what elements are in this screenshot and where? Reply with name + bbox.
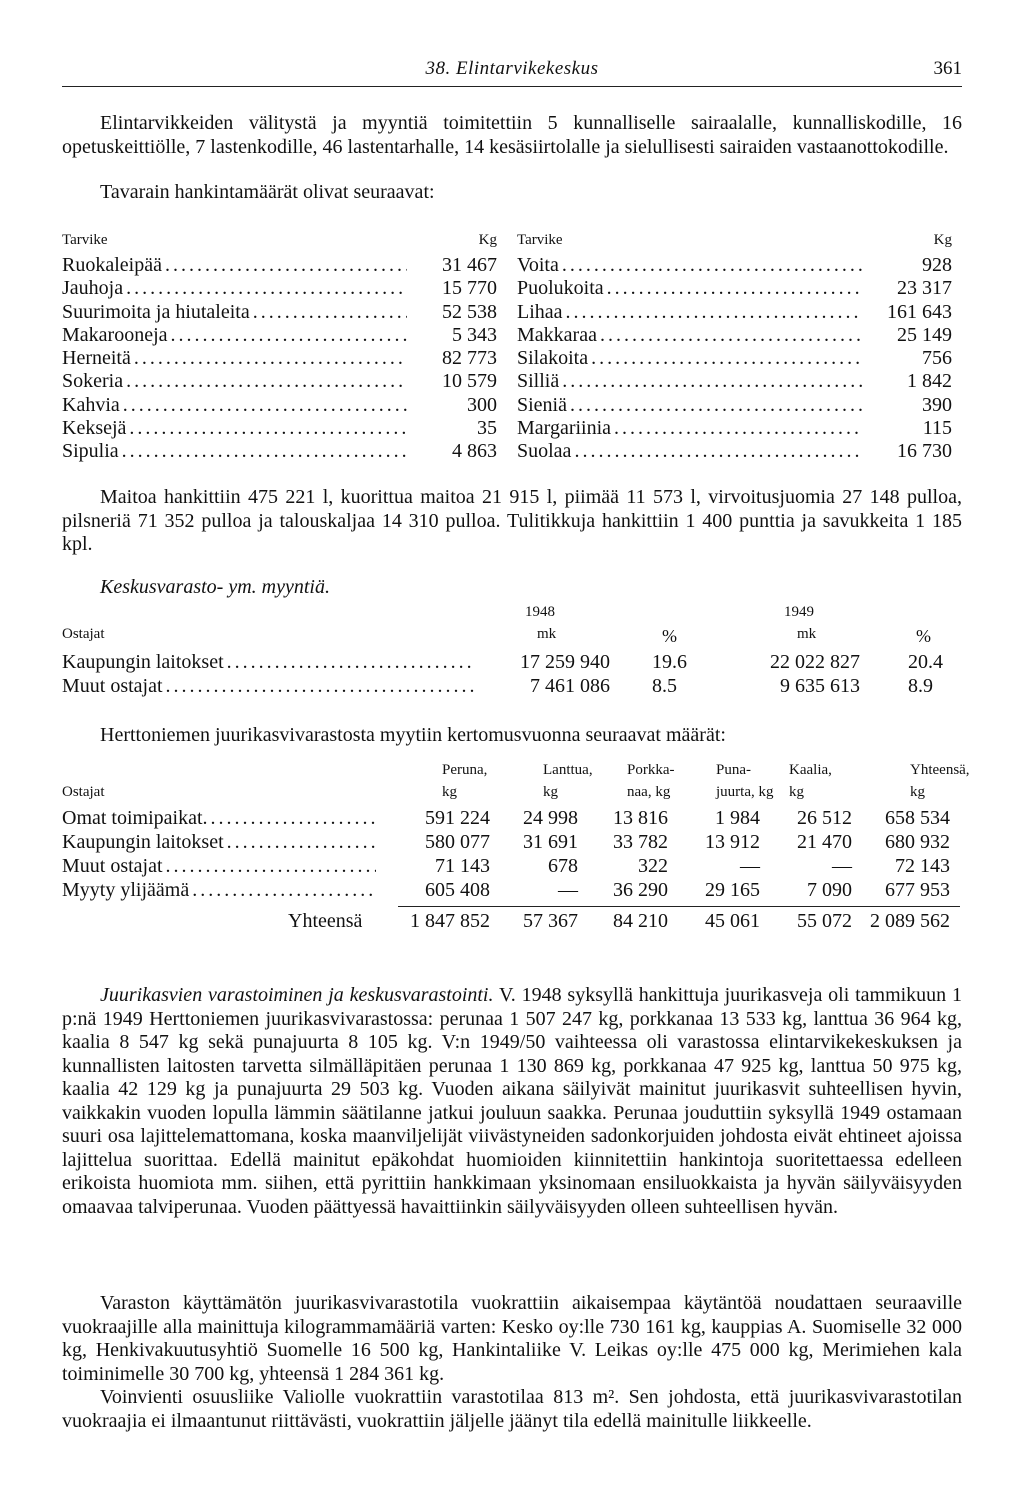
- supplies-header: [62, 232, 497, 254]
- keskus-label: Kaupungin laitokset: [62, 651, 224, 673]
- pct-1949: 8.9: [908, 675, 933, 697]
- roots-value: 36 290: [613, 879, 668, 901]
- roots-row: [62, 878, 962, 902]
- dot-leader: [570, 394, 862, 417]
- roots-label: Myyty ylijäämä: [62, 879, 190, 901]
- dot-leader: [129, 417, 407, 440]
- roots-col-unit: juurta, kg: [716, 784, 774, 800]
- pct-1948: 19.6: [652, 651, 687, 673]
- supply-kg: 82 773: [442, 347, 497, 370]
- pct-1948-head: %: [662, 626, 677, 646]
- roots-total-label: Yhteensä: [288, 910, 363, 932]
- roots-col-unit: kg: [543, 784, 558, 800]
- supplies-intro: Tavarain hankintamäärät olivat seuraavat:: [100, 181, 435, 203]
- pct-1948: 8.5: [652, 675, 677, 697]
- dot-leader: [607, 277, 862, 300]
- roots-col-head: Lanttua,: [543, 762, 593, 778]
- supplies-right-column: [517, 232, 952, 464]
- supply-row: [62, 254, 497, 277]
- roots-header-line2: [62, 784, 962, 806]
- supply-kg: 161 643: [887, 300, 952, 323]
- supply-item-leader: [62, 324, 407, 347]
- roots-value: 605 408: [425, 879, 490, 901]
- supply-item: Makkaraa: [517, 323, 597, 346]
- supply-kg: 756: [922, 347, 952, 370]
- keskus-years: [62, 604, 962, 626]
- roots-row: [62, 830, 962, 854]
- roots-value: 26 512: [797, 807, 852, 829]
- supply-item-leader: [517, 254, 862, 277]
- roots-value: 677 953: [885, 879, 950, 901]
- supply-kg: 16 730: [897, 440, 952, 463]
- supply-kg: 4 863: [452, 440, 497, 463]
- roots-total-value: 84 210: [613, 910, 668, 932]
- supply-item-leader: [517, 394, 862, 417]
- supply-kg: 5 343: [452, 323, 497, 346]
- roots-value: 13 816: [613, 807, 668, 829]
- supplies-header: [517, 232, 952, 254]
- supply-kg: 31 467: [442, 254, 497, 276]
- keskus-label: Muut ostajat: [62, 675, 163, 697]
- roots-col-unit: kg: [910, 784, 925, 800]
- supplies-right-rows: [517, 254, 952, 464]
- supply-kg: 928: [922, 254, 952, 276]
- dot-leader: [126, 370, 407, 393]
- dot-leader: [614, 417, 862, 440]
- dot-leader: [227, 830, 376, 854]
- supply-kg: 15 770: [442, 277, 497, 300]
- supply-row: [517, 394, 952, 417]
- pct-1949-head: %: [916, 626, 931, 646]
- roots-intro: Herttoniemen juurikasvivarastosta myytiin kertomusvuonna seuraavat määrät:: [100, 724, 726, 746]
- supply-row: [62, 394, 497, 417]
- rental-paragraph: Varaston käyttämätön juurikasvivarastotila vuokrattiin aikaisempaa käytäntöä noudattaen seuraaville vuokraajille alla mainittuja kilogrammamääriä varten: Kesko oy:lle 730 161 kg, kauppias A. Suomiselle 32 000 kg, Henkivakuutusyhtiö Suomelle 16 500 kg, Hankintaliike V. Leikas oy:lle 475 000 kg, Merimiehen kala toiminimelle 30 700 kg, yhteensä 1 284 361 kg.: [62, 1292, 962, 1385]
- roots-value: —: [832, 855, 852, 877]
- roots-col-unit: kg: [789, 784, 804, 800]
- supply-item-leader: [517, 277, 862, 300]
- supply-item-leader: [62, 394, 407, 417]
- supply-kg: 35: [477, 417, 497, 440]
- supply-item: Jauhoja: [62, 277, 124, 300]
- supply-kg: 390: [922, 393, 952, 416]
- dot-leader: [166, 854, 376, 878]
- roots-total-value: 45 061: [705, 910, 760, 932]
- dot-leader: [134, 347, 407, 370]
- year-1949: 1949: [784, 604, 814, 620]
- roots-label: Omat toimipaikat.: [62, 807, 208, 829]
- supply-kg: 23 317: [897, 277, 952, 300]
- dot-leader: [165, 254, 407, 277]
- roots-value: 72 143: [895, 855, 950, 877]
- roots-rows: [62, 806, 962, 902]
- supply-item-leader: [62, 440, 407, 463]
- supply-item: Suolaa: [517, 440, 572, 463]
- dot-leader: [123, 394, 407, 417]
- roots-value: 678: [548, 855, 578, 877]
- supply-kg: 115: [922, 417, 952, 440]
- keskus-subheader: [62, 626, 962, 650]
- roots-value: 33 782: [613, 831, 668, 853]
- storage-text: V. 1948 syksyllä hankittuja juurikasveja oli tammikuun 1 p:nä 1949 Herttoniemen juurikasvivarastossa: perunaa 1 507 247 kg, porkkanaa 13 533 kg, lanttua 36 964 kg, kaalia 8 547 kg sekä punajuurta 8 105 kg. V:n 1949/50 vaihteessa oli varastossa elintarvikekeskuksen ja kunnallisten laitosten tarvetta silmälläpitäen perunaa 1 130 869 kg, porkkanaa 47 925 kg, lanttua 50 975 kg, kaalia 42 129 kg ja punajuurta 29 503 kg. Vuoden aikana säilyivät mainitut juurikasvit suhteellisen hyvin, vaikkakin vuoden lopulla lämmin säätilanne jatkui jouluun saakka. Perunaa jouduttiin syksyllä 1949 ostamaan suuri osa lajittelemattomana, koska maanviljelijät viivästyneiden sadonkorjuiden johdosta eivät ehtineet ajoissa lajittelua suorittaa. Edellä mainitut epäkohdat huomioiden kiinnitettiin hankintoja suoritettaessa edelleen erikoista huomiota mm. siihen, että pyrittiin hankkimaan yksinomaan ensiluokkaista ja hyvän säilyväisyyden omaavaa talviperunaa. Vuoden päättyessä havaittiinkin säilyväisyyden olleen suhteellisen hyvän.: [62, 984, 962, 1218]
- keskus-row: [62, 650, 962, 674]
- col-head-kg: Kg: [933, 232, 952, 248]
- supply-item: Sokeria: [62, 370, 124, 393]
- roots-col-head: Yhteensä,: [910, 762, 970, 778]
- roots-value: 580 077: [425, 831, 490, 853]
- col-head-item: Tarvike: [62, 232, 108, 248]
- supply-row: [62, 347, 497, 370]
- roots-value: 680 932: [885, 831, 950, 853]
- roots-total-value: 55 072: [797, 910, 852, 932]
- roots-col-unit: kg: [442, 784, 457, 800]
- roots-table: [62, 762, 970, 936]
- supply-item-leader: [517, 417, 862, 440]
- supply-item-leader: [517, 301, 862, 324]
- roots-total-value: 2 089 562: [870, 910, 950, 932]
- dot-leader: [166, 674, 474, 698]
- roots-value: 71 143: [435, 855, 490, 877]
- supply-row: [62, 440, 497, 463]
- roots-label-leader: [62, 830, 376, 854]
- supply-item: Makarooneja: [62, 323, 168, 346]
- supply-row: [517, 347, 952, 370]
- mk-1948: 7 461 086: [530, 675, 610, 697]
- supply-kg: 52 538: [442, 300, 497, 323]
- supplies-left-rows: [62, 254, 497, 464]
- supply-kg: 300: [467, 393, 497, 416]
- supply-item: Silakoita: [517, 347, 589, 370]
- supply-row: [62, 370, 497, 393]
- keskus-label-leader: [62, 650, 474, 674]
- supply-item: Suurimoita ja hiutaleita: [62, 300, 250, 323]
- col-head-item: Tarvike: [517, 232, 563, 248]
- supply-item: Silliä: [517, 370, 560, 393]
- roots-value: 24 998: [523, 807, 578, 829]
- supply-item-leader: [517, 440, 862, 463]
- supply-item: Sipulia: [62, 440, 119, 463]
- storage-heading: Juurikasvien varastoiminen ja keskusvarastointi.: [100, 984, 494, 1006]
- supply-item: Ruokaleipää: [62, 254, 162, 276]
- supply-item: Margariinia: [517, 417, 612, 440]
- keskus-table: [62, 604, 962, 698]
- dot-leader: [562, 370, 862, 393]
- supply-item: Lihaa: [517, 300, 563, 323]
- roots-total-value: 1 847 852: [410, 910, 490, 932]
- roots-value: 322: [638, 855, 668, 877]
- supply-item: Voita: [517, 254, 559, 276]
- dot-leader: [591, 347, 862, 370]
- roots-value: 21 470: [797, 831, 852, 853]
- supplies-left-column: [62, 232, 497, 464]
- dot-leader: [574, 440, 862, 463]
- roots-row: [62, 806, 962, 830]
- roots-value: 591 224: [425, 807, 490, 829]
- storage-paragraph: [62, 984, 962, 1219]
- page-number: 361: [933, 58, 962, 79]
- roots-col-head: Puna-: [716, 762, 751, 778]
- roots-buyers-head: Ostajat: [62, 784, 105, 800]
- chapter-title: 38. Elintarvikekeskus: [425, 58, 599, 79]
- buyers-head: Ostajat: [62, 626, 105, 642]
- dot-leader: [253, 301, 407, 324]
- mk-1949: 22 022 827: [770, 651, 860, 673]
- roots-value: 658 534: [885, 807, 950, 829]
- roots-total-value: 57 367: [523, 910, 578, 932]
- supply-row: [517, 324, 952, 347]
- roots-header-line1: [62, 762, 970, 784]
- roots-value: 1 984: [715, 807, 760, 829]
- supply-row: [517, 301, 952, 324]
- milk-paragraph: Maitoa hankittiin 475 221 l, kuorittua maitoa 21 915 l, piimää 11 573 l, virvoitusjuomia 27 148 pulloa, pilsneriä 71 352 pulloa ja talouskaljaa 14 310 pulloa. Tulitikkuja hankittiin 1 400 punttia ja savukkeita 1 185 kpl.: [62, 486, 962, 555]
- dot-leader: [566, 301, 862, 324]
- keskus-rows: [62, 650, 962, 698]
- mk-1948-head: mk: [537, 626, 557, 642]
- supply-row: [62, 277, 497, 300]
- supply-item: Sieniä: [517, 393, 567, 416]
- roots-total-row: [62, 906, 962, 936]
- supply-item-leader: [62, 277, 407, 300]
- mk-1949-head: mk: [797, 626, 817, 642]
- supply-item: Puolukoita: [517, 277, 604, 300]
- dot-leader: [171, 324, 407, 347]
- supply-item-leader: [517, 324, 862, 347]
- roots-col-head: Kaalia,: [789, 762, 832, 778]
- supply-row: [517, 277, 952, 300]
- dot-leader: [122, 440, 407, 463]
- roots-value: 13 912: [705, 831, 760, 853]
- supply-item-leader: [517, 370, 862, 393]
- year-1948: 1948: [525, 604, 555, 620]
- supply-item-leader: [62, 347, 407, 370]
- dot-leader: [211, 806, 376, 830]
- supply-item-leader: [517, 347, 862, 370]
- supply-item-leader: [62, 417, 407, 440]
- supply-row: [62, 324, 497, 347]
- roots-label-leader: [62, 878, 376, 902]
- dot-leader: [562, 254, 862, 277]
- supply-kg: 25 149: [897, 323, 952, 346]
- running-header: [62, 56, 962, 87]
- supply-item-leader: [62, 301, 407, 324]
- supply-item: Kahvia: [62, 393, 120, 416]
- mk-1949: 9 635 613: [780, 675, 860, 697]
- dot-leader: [227, 650, 474, 674]
- roots-row: [62, 854, 962, 878]
- roots-value: 29 165: [705, 879, 760, 901]
- supply-row: [62, 417, 497, 440]
- roots-value: —: [558, 879, 578, 901]
- dot-leader: [126, 277, 407, 300]
- roots-col-head: Porkka-: [627, 762, 675, 778]
- supply-row: [517, 440, 952, 463]
- supply-item-leader: [62, 370, 407, 393]
- roots-label: Kaupungin laitokset: [62, 831, 224, 853]
- intro-paragraph: Elintarvikkeiden välitystä ja myyntiä toimitettiin 5 kunnalliselle sairaalalle, kunnalliskodille, 16 opetuskeittiölle, 7 lastenkodille, 46 lastentarhalle, 14 kesäsiirtolalle ja sielullisesti sairaiden vastaanottokodille.: [62, 112, 962, 158]
- roots-col-unit: naa, kg: [627, 784, 671, 800]
- roots-col-head: Peruna,: [442, 762, 488, 778]
- supply-item-leader: [62, 254, 407, 277]
- keskus-row: [62, 674, 962, 698]
- keskus-heading: Keskusvarasto- ym. myyntiä.: [100, 576, 330, 598]
- pct-1949: 20.4: [908, 651, 943, 673]
- roots-value: 7 090: [807, 879, 852, 901]
- supply-kg: 10 579: [442, 370, 497, 393]
- roots-label: Muut ostajat: [62, 855, 163, 877]
- roots-label-leader: [62, 806, 376, 830]
- dot-leader: [192, 878, 376, 902]
- supply-row: [517, 370, 952, 393]
- roots-value: —: [740, 855, 760, 877]
- supply-row: [62, 301, 497, 324]
- keskus-label-leader: [62, 674, 474, 698]
- supply-row: [517, 417, 952, 440]
- roots-label-leader: [62, 854, 376, 878]
- supply-row: [517, 254, 952, 277]
- supply-kg: 1 842: [907, 370, 952, 393]
- supply-item: Keksejä: [62, 417, 127, 440]
- valio-paragraph: Voinvienti osuusliike Valiolle vuokrattiin varastotilaa 813 m². Sen johdosta, että juurikasvivarastotilan vuokraajia ei ilmaantunut riittävästi, vuokrattiin jäljelle jäänyt tila edellä mainitulle liikkeelle.: [62, 1386, 962, 1432]
- supply-item: Herneitä: [62, 347, 131, 370]
- dot-leader: [600, 324, 862, 347]
- mk-1948: 17 259 940: [520, 651, 610, 673]
- roots-value: 31 691: [523, 831, 578, 853]
- col-head-kg: Kg: [478, 232, 497, 248]
